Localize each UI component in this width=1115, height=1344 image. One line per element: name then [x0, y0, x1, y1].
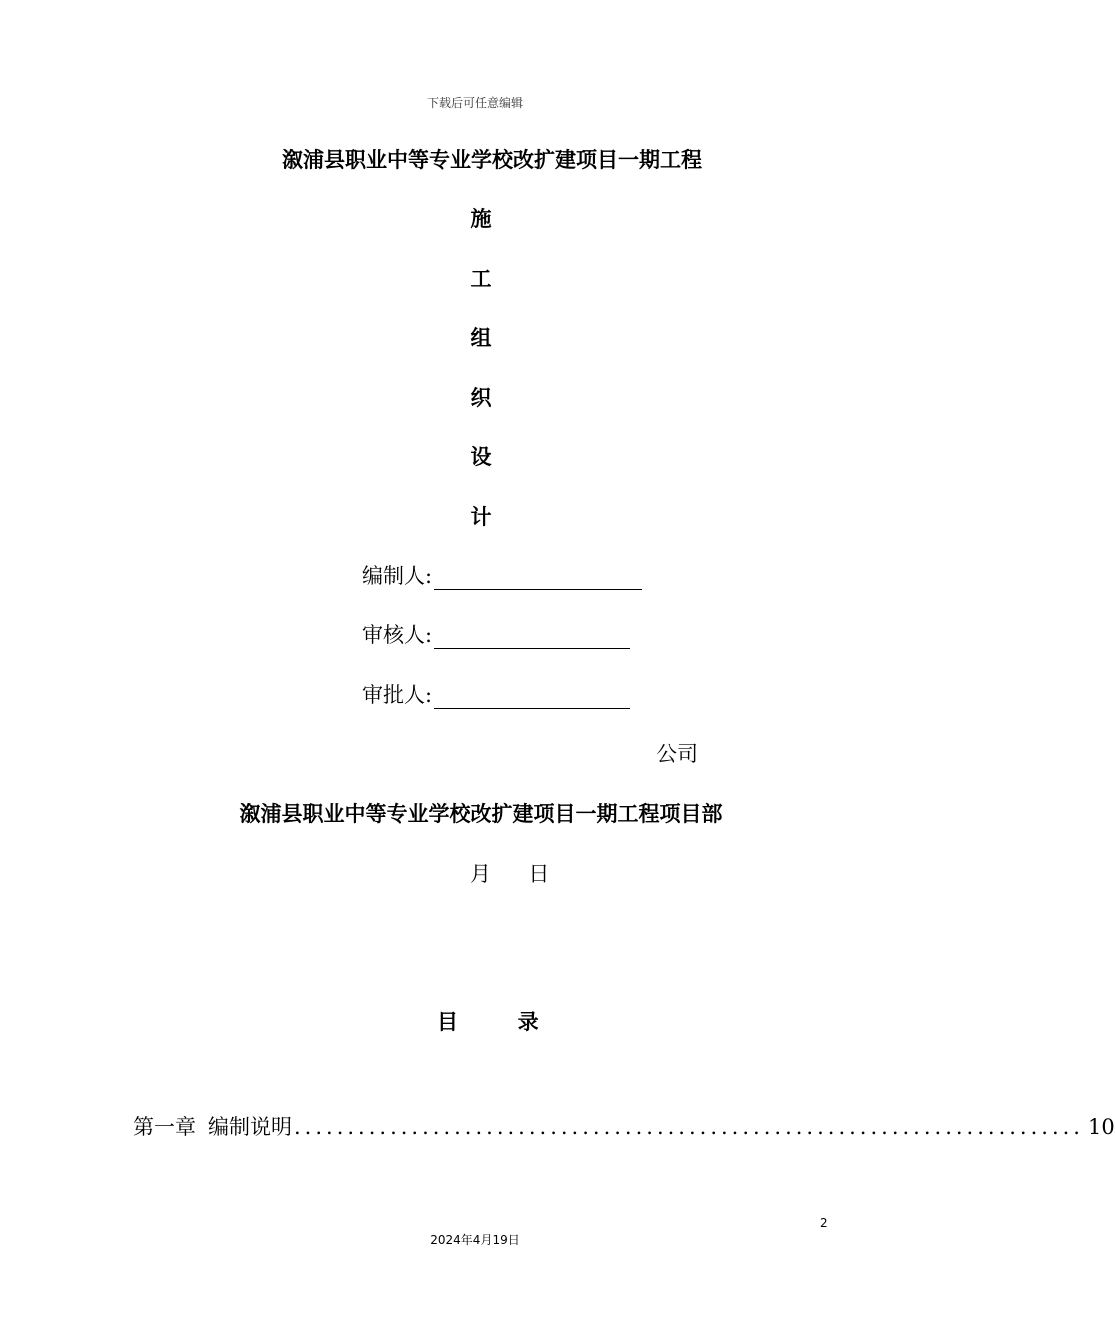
signature-line: [434, 626, 630, 649]
date-month: 月: [470, 862, 491, 886]
doc-type-char-4: 织: [470, 386, 492, 410]
cover-date: [470, 858, 549, 888]
signature-label: 审核人:: [362, 623, 433, 647]
signature-line: [434, 686, 630, 709]
signature-approver: [362, 679, 630, 709]
date-day: 日: [528, 862, 550, 886]
toc-title-right: 录: [517, 1010, 539, 1034]
doc-type-char-2: 工: [470, 267, 492, 291]
signature-reviewer: [362, 619, 630, 649]
project-title: 溆浦县职业中等专业学校改扩建项目一期工程: [282, 148, 702, 172]
signature-compiler: [362, 560, 642, 590]
doc-type-char-6: 计: [470, 505, 492, 529]
doc-type-char-5: 设: [470, 445, 492, 469]
toc-title: [437, 1006, 539, 1036]
toc-entry-page: 10: [1087, 1115, 1115, 1139]
company-name: 公司: [656, 742, 698, 766]
doc-type-char-1: 施: [470, 207, 492, 231]
page-number: 2: [820, 1216, 828, 1230]
footer-date: 2024年4月19日: [430, 1233, 520, 1247]
toc-leader-dots: ..........................................................................: [294, 1115, 1084, 1139]
doc-type-char-3: 组: [470, 326, 492, 350]
signature-line: [434, 567, 642, 590]
signature-label: 审批人:: [362, 683, 433, 707]
toc-entry[interactable]: [133, 1111, 1115, 1141]
toc-entry-chapter: 第一章: [133, 1115, 196, 1139]
toc-title-left: 目: [437, 1010, 458, 1034]
project-department: 溆浦县职业中等专业学校改扩建项目一期工程项目部: [239, 802, 723, 826]
signature-label: 编制人:: [362, 564, 433, 588]
toc-entry-title: 编制说明: [208, 1115, 292, 1139]
header-note: 下载后可任意编辑: [426, 96, 523, 110]
